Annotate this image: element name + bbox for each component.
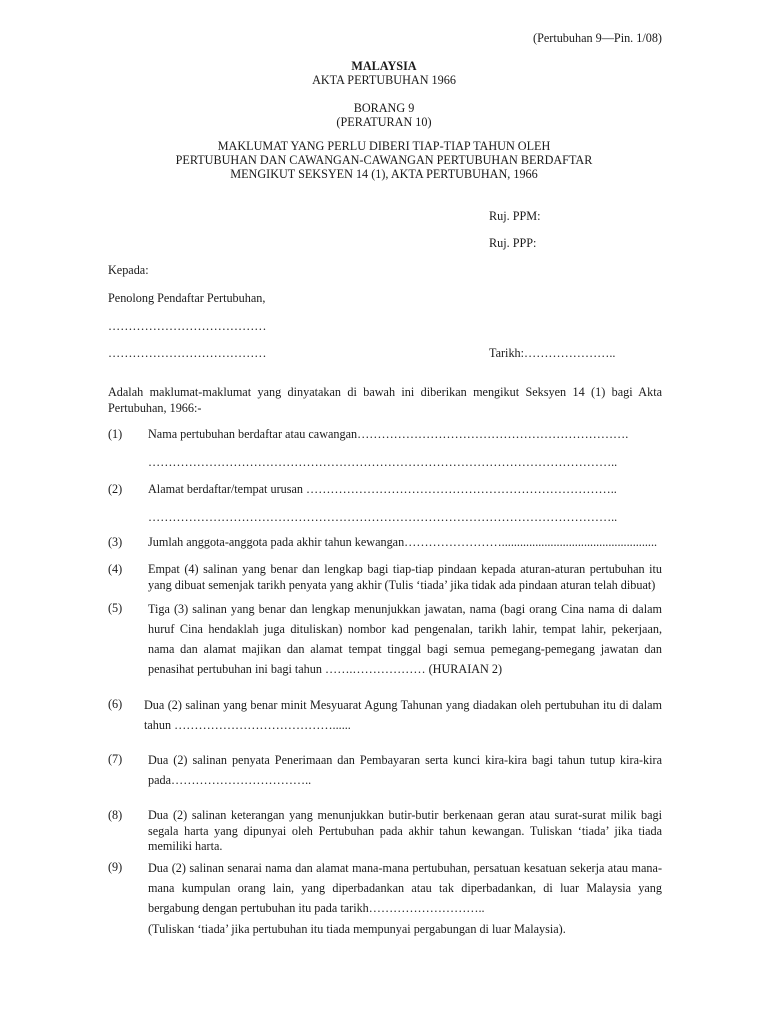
item-5-number: (5) [108, 601, 123, 615]
item-3-text: Jumlah anggota-anggota pada akhir tahun kewangan……………………................................................... [148, 535, 658, 549]
item-1-number: (1) [108, 427, 123, 441]
addressee-name: Penolong Pendaftar Pertubuhan, [108, 291, 266, 305]
item-8-number: (8) [108, 808, 123, 822]
item-6-text: Dua (2) salinan yang benar minit Mesyuarat Agung Tahunan yang diadakan oleh pertubuhan itu di dalam tahun …………………………………...... [144, 698, 662, 732]
item-7-number: (7) [108, 752, 123, 766]
addressee-line-1: ………………………………… [108, 319, 267, 333]
country-heading: MALAYSIA [351, 59, 417, 73]
item-6-number: (6) [108, 697, 123, 711]
ref-ppp: Ruj. PPP: [489, 236, 537, 250]
item-2-line-2: …………………………………………………………………………………………………….. [148, 510, 618, 524]
item-8-text: Dua (2) salinan keterangan yang menunjukkan butir-butir berkenaan geran atau surat-surat milik bagi segala harta yang dipunyai oleh Pertubuhan pada akhir tahun kewangan. Tuliskan ‘tiada’ jika tiada memiliki harta. [148, 808, 662, 854]
item-4-number: (4) [108, 562, 123, 576]
form-reference: (Pertubuhan 9—Pin. 1/08) [533, 31, 662, 45]
item-9-number: (9) [108, 860, 123, 874]
intro-paragraph: Adalah maklumat-maklumat yang dinyatakan di bawah ini diberikan mengikut Seksyen 14 (1) bagi Akta Pertubuhan, 1966:- [108, 385, 662, 415]
title-line-3: MENGIKUT SEKSYEN 14 (1), AKTA PERTUBUHAN, 1966 [230, 167, 538, 181]
title-line-2: PERTUBUHAN DAN CAWANGAN-CAWANGAN PERTUBUHAN BERDAFTAR [175, 153, 593, 167]
item-9-text: Dua (2) salinan senarai nama dan alamat mana-mana pertubuhan, persatuan kesatuan sekerja atau mana-mana kumpulan orang lain, yang diperbadankan atau tak diperbadankan, di luar Malaysia yang bergabung dengan pertubuhan itu pada tarikh……………………….. [148, 861, 662, 915]
item-9-note: (Tuliskan ‘tiada’ jika pertubuhan itu tiada mempunyai pergabungan di luar Malaysia). [148, 922, 566, 936]
act-heading: AKTA PERTUBUHAN 1966 [312, 73, 456, 87]
regulation-reference: (PERATURAN 10) [336, 115, 432, 129]
title-line-1: MAKLUMAT YANG PERLU DIBERI TIAP-TIAP TAHUN OLEH [217, 139, 551, 153]
item-1-line-2: …………………………………………………………………………………………………….. [148, 455, 618, 469]
item-7-text: Dua (2) salinan penyata Penerimaan dan Pembayaran serta kunci kira-kira bagi tahun tutup kira-kira pada…………………………….. [148, 753, 662, 787]
item-5-text: Tiga (3) salinan yang benar dan lengkap menunjukkan jawatan, nama (bagi orang Cina nama di dalam huruf Cina hendaklah juga dituliskan) nombor kad pengenalan, tarikh lahir, tempat lahir, pekerjaan, nama dan alamat majikan dan alamat tempat tinggal bagi semua pemegang-pemegang jawatan dan penasihat pertubuhan ini bagi tahun …….……………… (HURAIAN 2) [148, 602, 662, 676]
ref-ppm: Ruj. PPM: [489, 209, 541, 223]
form-number: BORANG 9 [353, 101, 415, 115]
item-4-text: Empat (4) salinan yang benar dan lengkap bagi tiap-tiap pindaan kepada aturan-aturan pertubuhan itu yang dibuat semenjak tarikh penyata yang akhir (Tulis ‘tiada’ jika tidak ada pindaan aturan telah dibuat) [148, 562, 662, 592]
date-field: Tarikh:………………….. [489, 346, 616, 360]
addressee-line-2: ………………………………… [108, 346, 267, 360]
item-2-line-1: Alamat berdaftar/tempat urusan ………………………………………………………………….. [148, 482, 617, 496]
addressee-to: Kepada: [108, 263, 149, 277]
item-2-number: (2) [108, 482, 123, 496]
item-1-line-1: Nama pertubuhan berdaftar atau cawangan…………………………………………………………. [148, 427, 629, 441]
item-3-number: (3) [108, 535, 123, 549]
